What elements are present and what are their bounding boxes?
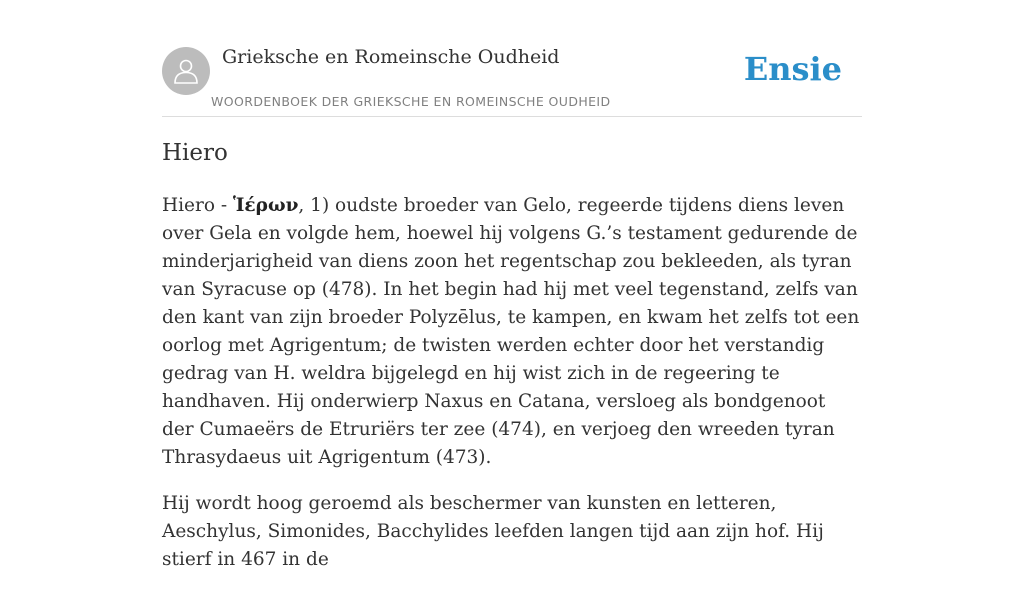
entry-title: Hiero [162,140,228,166]
entry-content [162,192,862,592]
user-avatar-icon[interactable] [162,47,210,95]
dictionary-subtitle: WOORDENBOEK DER GRIEKSCHE EN ROMEINSCHE OUDHEID [211,94,611,109]
ensie-logo[interactable]: Ensie [743,50,842,88]
entry-body: , 1) oudste broeder van Gelo, regeerde tijdens diens leven over Gela en volgde hem, hoewel hij volgens G.’s testament gedurende de minderjarigheid van diens zoon het regentschap zou bekleeden, als tyran van Syracuse op (478). In het begin had hij met veel tegenstand, zelfs van den kant van zijn broeder Polyzēlus, te kampen, en kwam het zelfs tot een oorlog met Agrigentum; de twisten werden echter door het verstandig gedrag van H. weldra bijgelegd en hij wist zich in de regeering te handhaven. Hij onderwierp Naxus en Catana, versloeg als bondgenoot der Cumaeërs de Etruriërs ter zee (474), en verjoeg den wreeden tyran Thrasydaeus uit Agrigentum (473). [162,195,860,468]
entry-lead: Hiero - [162,195,233,216]
entry-paragraph [162,192,862,472]
person-icon [171,56,201,86]
greek-headword: Ἱέρων [233,195,299,216]
site-header [162,40,862,117]
entry-paragraph-2: Hij wordt hoog geroemd als beschermer van kunsten en letteren, Aeschylus, Simonides, Bacchylides leefden langen tijd aan zijn hof. Hij stierf in 467 in de [162,493,824,570]
dictionary-title[interactable]: Grieksche en Romeinsche Oudheid [222,46,560,68]
